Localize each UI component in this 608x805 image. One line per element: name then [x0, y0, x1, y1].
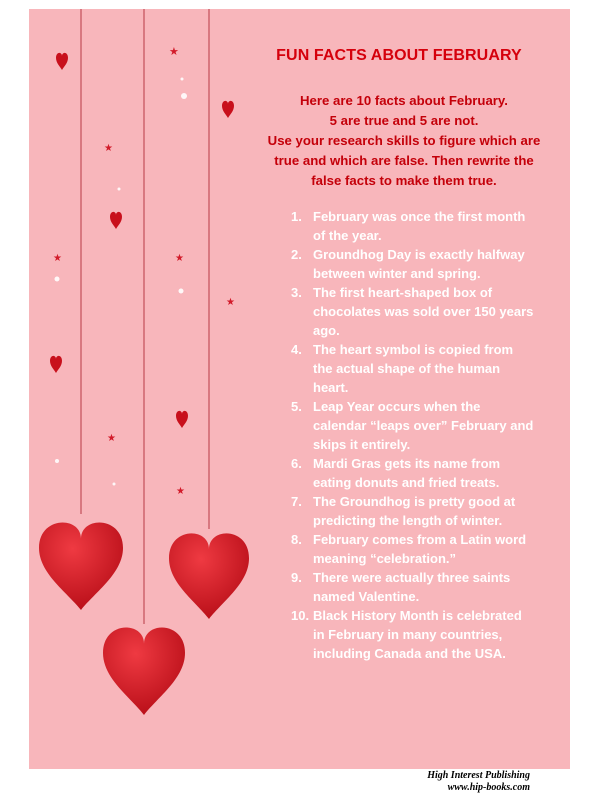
fact-item [291, 606, 567, 663]
fact-number: 5. [291, 399, 302, 414]
fact-number: 2. [291, 247, 302, 262]
fact-number: 3. [291, 285, 302, 300]
fact-number: 1. [291, 209, 302, 224]
heart-icon [176, 411, 188, 428]
fact-text: The first heart-shaped box of chocolates was sold over 150 years ago. [313, 285, 534, 338]
sparkle-icon [55, 277, 60, 282]
fact-text: The Groundhog is pretty good at predicting the length of winter. [313, 494, 516, 528]
heart-icon [50, 356, 62, 373]
publisher-footer [427, 770, 530, 794]
sparkle-icon [179, 289, 184, 294]
star-icon: ★ [104, 143, 113, 154]
fact-number: 10. [291, 608, 310, 623]
publisher-website: www.hip-books.com [447, 782, 530, 793]
heart-icon [103, 627, 185, 715]
fact-text: Black History Month is celebrated in February in many countries, including Canada and the USA. [313, 608, 522, 661]
fact-number: 6. [291, 456, 302, 471]
sparkle-icon [113, 483, 116, 486]
fact-text: February was once the first month of the year. [313, 209, 526, 243]
publisher-name: High Interest Publishing [427, 770, 530, 781]
fact-number: 7. [291, 494, 302, 509]
fact-item [291, 530, 567, 568]
star-icon: ★ [175, 253, 184, 264]
fact-number: 8. [291, 532, 302, 547]
fact-item [291, 492, 567, 530]
fact-text: Leap Year occurs when the calendar “leaps over” February and skips it entirely. [313, 399, 534, 452]
star-icon: ★ [176, 486, 185, 497]
fact-item [291, 340, 567, 397]
fact-number: 9. [291, 570, 302, 585]
fact-item [291, 245, 567, 283]
fact-text: The heart symbol is copied from the actual shape of the human heart. [313, 342, 514, 395]
fact-number: 4. [291, 342, 302, 357]
fact-item [291, 568, 567, 606]
sparkle-icon [118, 188, 121, 191]
instructions-line: true and which are false. Then rewrite the [274, 153, 534, 168]
fact-item [291, 207, 567, 245]
heart-icon [39, 522, 123, 610]
facts-list [291, 207, 567, 663]
fact-text: There were actually three saints named Valentine. [313, 570, 511, 604]
star-icon: ★ [226, 297, 235, 308]
heart-icon [222, 101, 234, 118]
sparkle-icon [181, 93, 187, 99]
fact-text: February comes from a Latin word meaning “celebration.” [313, 532, 527, 566]
instructions-line: false facts to make them true. [311, 173, 497, 188]
instructions [239, 91, 569, 191]
sparkle-icon [181, 78, 184, 81]
sparkle-icon [55, 459, 59, 463]
fact-item [291, 283, 567, 340]
star-icon: ★ [53, 253, 62, 264]
fact-text: Mardi Gras gets its name from eating donuts and fried treats. [313, 456, 501, 490]
star-icon: ★ [107, 433, 116, 444]
fact-text: Groundhog Day is exactly halfway between winter and spring. [313, 247, 525, 281]
instructions-line: Here are 10 facts about February. [300, 93, 508, 108]
heart-icon [56, 53, 68, 70]
instructions-line: 5 are true and 5 are not. [329, 113, 479, 128]
fact-item [291, 454, 567, 492]
instructions-line: Use your research skills to figure which are [267, 133, 541, 148]
star-icon: ★ [169, 46, 179, 58]
fact-item [291, 397, 567, 454]
heart-icon [110, 212, 122, 229]
page-title: FUN FACTS ABOUT FEBRUARY [276, 47, 522, 64]
heart-icon [169, 533, 249, 619]
worksheet-page [29, 9, 570, 769]
